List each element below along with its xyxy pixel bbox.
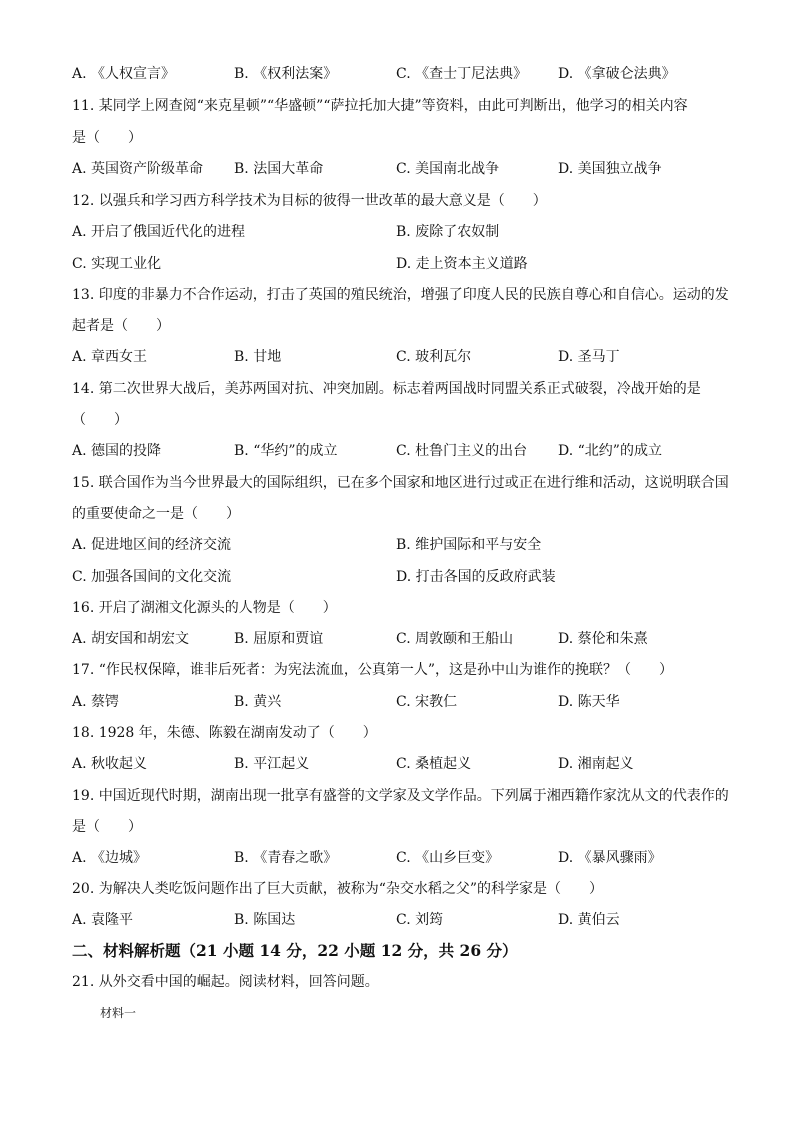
q18-option-d: D. 湘南起义 [558,756,634,772]
q15-option-a: A. 促进地区间的经济交流 [72,537,232,553]
q13-option-c: C. 玻利瓦尔 [396,349,472,365]
q13-option-d: D. 圣马丁 [558,349,620,365]
q14-option-c: C. 杜鲁门主义的出台 [396,443,528,459]
q14-option-b: B. “华约”的成立 [234,443,338,459]
q18-option-a: A. 秋收起义 [72,756,148,772]
q21-stem: 21. 从外交看中国的崛起。阅读材料，回答问题。 [72,974,379,990]
q13-stem-line-1: 13. 印度的非暴力不合作运动，打击了英国的殖民统治，增强了印度人民的民族自尊心和自信心。运动的发 [72,287,729,303]
q20-option-d: D. 黄伯云 [558,912,620,928]
q18-option-b: B. 平江起义 [234,756,310,772]
q19-option-b: B. 《青春之歌》 [234,850,338,866]
q12-option-d: D. 走上资本主义道路 [396,256,528,272]
q20-option-a: A. 袁隆平 [72,912,134,928]
section-2-heading: 二、材料解析题（21 小题 14 分，22 小题 12 分，共 26 分） [72,941,518,960]
q16-option-b: B. 屈原和贾谊 [234,631,324,647]
q15-stem-line-2: 的重要使命之一是（ ） [72,506,240,522]
q11-option-b: B. 法国大革命 [234,161,324,177]
q11-option-c: C. 美国南北战争 [396,161,500,177]
q16-option-c: C. 周敦颐和王船山 [396,631,514,647]
q16-option-d: D. 蔡伦和朱熹 [558,631,648,647]
q14-stem-line-1: 14. 第二次世界大战后，美苏两国对抗、冲突加剧。标志着两国战时同盟关系正式破裂，冷战开始的是 [72,381,701,397]
q19-stem-line-1: 19. 中国近现代时期，湖南出现一批享有盛誉的文学家及文学作品。下列属于湘西籍作家沈从文的代表作的 [72,788,729,804]
q16-stem-line-1: 16. 开启了湖湘文化源头的人物是（ ） [72,600,337,616]
q12-option-c: C. 实现工业化 [72,256,162,272]
q17-option-c: C. 宋教仁 [396,694,458,710]
q15-stem-line-1: 15. 联合国作为当今世界最大的国际组织，已在多个国家和地区进行过或正在进行维和活动，这说明联合国 [72,475,729,491]
q18-option-c: C. 桑植起义 [396,756,472,772]
q19-option-a: A. 《边城》 [72,850,148,866]
material-label: 材料一 [100,1006,137,1020]
q19-option-c: C. 《山乡巨变》 [396,850,500,866]
q17-stem-line-1: 17. “作民权保障，谁非后死者：为宪法流血，公真第一人”，这是孙中山为谁作的挽联？（ ） [72,662,674,678]
q10-option-b: B. 《权利法案》 [234,66,338,82]
q19-stem-line-2: 是（ ） [72,819,142,835]
q20-option-b: B. 陈国达 [234,912,296,928]
q13-option-a: A. 章西女王 [72,349,148,365]
q11-stem-line-2: 是（ ） [72,130,142,146]
q10-option-a: A. 《人权宣言》 [72,66,176,82]
q12-option-a: A. 开启了俄国近代化的进程 [72,224,246,240]
q13-stem-line-2: 起者是（ ） [72,318,170,334]
q12-stem-line-1: 12. 以强兵和学习西方科学技术为目标的彼得一世改革的最大意义是（ ） [72,193,547,209]
q14-option-d: D. “北约”的成立 [558,443,662,459]
q15-option-c: C. 加强各国间的文化交流 [72,569,232,585]
q16-option-a: A. 胡安国和胡宏文 [72,631,190,647]
q10-option-c: C. 《查士丁尼法典》 [396,66,528,82]
q15-option-b: B. 维护国际和平与安全 [396,537,542,553]
q17-option-a: A. 蔡锷 [72,694,120,710]
q11-option-d: D. 美国独立战争 [558,161,662,177]
q19-option-d: D. 《暴风骤雨》 [558,850,662,866]
q13-option-b: B. 甘地 [234,349,282,365]
q14-stem-line-2: （ ） [72,412,128,428]
q14-option-a: A. 德国的投降 [72,443,162,459]
q17-option-d: D. 陈天华 [558,694,620,710]
q10-option-d: D. 《拿破仑法典》 [558,66,676,82]
q20-stem-line-1: 20. 为解决人类吃饭问题作出了巨大贡献，被称为“杂交水稻之父”的科学家是（ ） [72,881,604,897]
q17-option-b: B. 黄兴 [234,694,282,710]
q18-stem-line-1: 18. 1928 年，朱德、陈毅在湖南发动了（ ） [72,725,377,741]
q12-option-b: B. 废除了农奴制 [396,224,500,240]
q20-option-c: C. 刘筠 [396,912,444,928]
q15-option-d: D. 打击各国的反政府武装 [396,569,556,585]
q11-stem-line-1: 11. 某同学上网查阅“来克星顿”“华盛顿”“萨拉托加大捷”等资料，由此可判断出，他学习的相关内容 [72,98,688,114]
q11-option-a: A. 英国资产阶级革命 [72,161,204,177]
